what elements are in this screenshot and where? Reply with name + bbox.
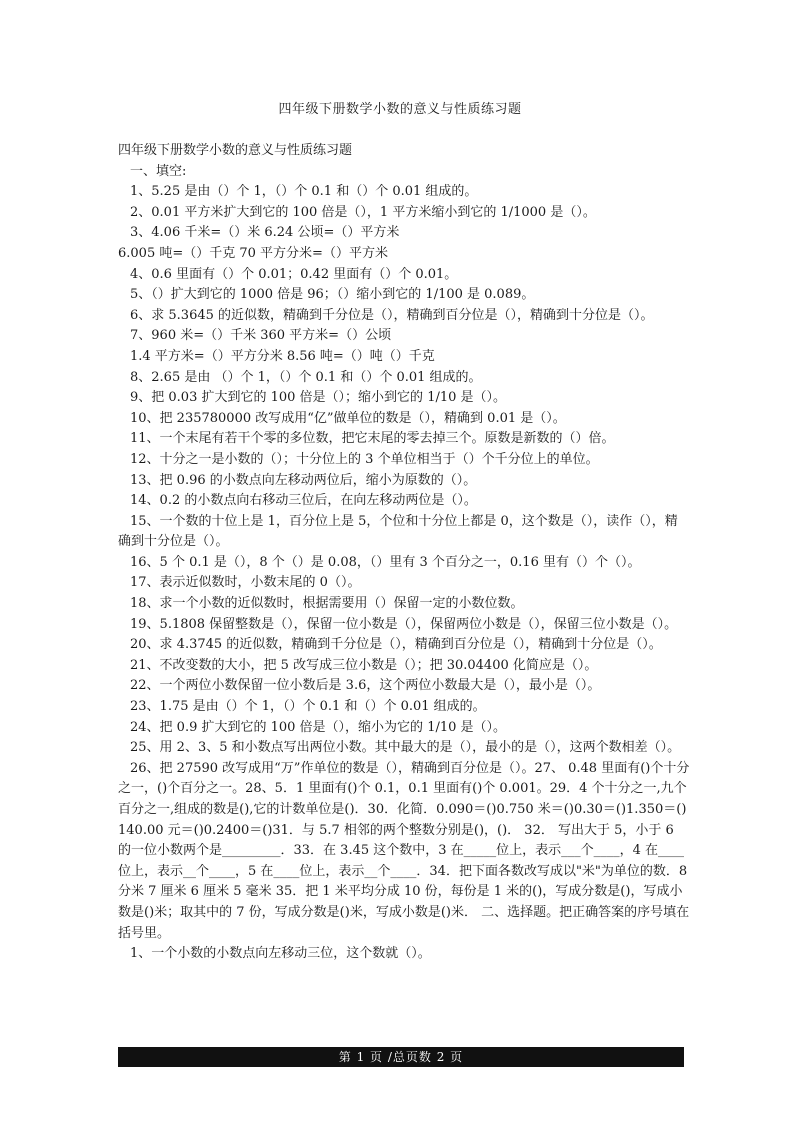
question-line: 1、5.25 是由（）个 1，（）个 0.1 和（）个 0.01 组成的。 bbox=[130, 184, 478, 200]
question-line: 15、一个数的十位上是 1，百分位上是 5，个位和十分位上都是 0，这个数是（），读作（），精确到十分位是（）。 bbox=[118, 513, 678, 550]
question-line: 8、2.65 是由 （）个 1，（）个 0.1 和（）个 0.01 组成的。 bbox=[130, 369, 482, 385]
question-line: 12、十分之一是小数的（）；十分位上的 3 个单位相当于（）个千分位上的单位。 bbox=[130, 451, 599, 467]
question-line: 24、把 0.9 扩大到它的 100 倍是（），缩小为它的 1/10 是（）。 bbox=[130, 719, 507, 735]
question-line: 22、一个两位小数保留一位小数后是 3.6，这个两位小数最大是（），最小是（）。 bbox=[130, 678, 601, 694]
question-line: 21、不改变数的大小，把 5 改写成三位小数是（）；把 30.04400 化简应是（）。 bbox=[130, 657, 598, 673]
question-line: 13、把 0.96 的小数点向左移动两位后，缩小为原数的（）。 bbox=[130, 472, 477, 488]
question-line: 1、一个小数的小数点向左移动三位，这个数就（）。 bbox=[130, 946, 431, 962]
question-line: 3、4.06 千米=（）米 6.24 公顷=（）平方米 bbox=[130, 225, 400, 241]
question-line: 17、表示近似数时，小数末尾的 0（）。 bbox=[130, 575, 361, 591]
question-line: 2、0.01 平方米扩大到它的 100 倍是（），1 平方米缩小到它的 1/1000 是（）。 bbox=[130, 204, 596, 220]
question-line: 23、1.75 是由（）个 1，（）个 0.1 和（）个 0.01 组成的。 bbox=[130, 699, 486, 715]
question-line: 9、把 0.03 扩大到它的 100 倍是（）；缩小到它的 1/10 是（）。 bbox=[130, 390, 507, 406]
question-list bbox=[118, 162, 690, 965]
question-line: 5、（）扩大到它的 1000 倍是 96；（）缩小到它的 1/100 是 0.089。 bbox=[130, 287, 535, 303]
page-header-title: 四年级下册数学小数的意义与性质练习题 bbox=[278, 102, 522, 117]
question-line: 16、5 个 0.1 是（），8 个（）是 0.08，（）里有 3 个百分之一，0.16 里有（）个（）。 bbox=[130, 554, 641, 570]
question-line: 18、求一个小数的近似数时，根据需要用（）保留一定的小数位数。 bbox=[130, 596, 524, 612]
question-line: 25、用 2、3、5 和小数点写出两位小数。其中最大的是（），最小的是（），这两个数相差（）。 bbox=[130, 740, 681, 756]
question-line: 26、把 27590 改写成用“万”作单位的数是（），精确到百分位是（）。27、 0.48 里面有()个十分之一，()个百分之一。28、5．1 里面有()个 0.1，0.1 里面有()个 0.001。29．4 个十分之一,九个百分之一,组成的数是(),它的计数单位是()．30．化简．0.090＝()0.750 米＝()0.30＝()1.350＝()140.00 元＝()0.2400＝()31．与 5.7 相邻的两个整数分别是()，()． 32． 写出大于 5，小于 6 的一位小数两个是_________．33．在 3.45 这个数中，3 在_____位上，表示___个____，4 在____位上，表示__个____，5 在____位上，表示__个____．34．把下面各数改写成以"米"为单位的数．8 分米 7 厘米 6 厘米 5 毫米 35．把 1 米平均分成 10 份，每份是 1 米的()，写成分数是()，写成小数是()米；取其中的 7 份，写成分数是()米，写成小数是()米． 二、选择题。把正确答案的序号填在括号里。 bbox=[118, 760, 690, 941]
document-title: 四年级下册数学小数的意义与性质练习题 bbox=[118, 143, 353, 158]
question-line: 4、0.6 里面有（）个 0.01；0.42 里面有（）个 0.01。 bbox=[130, 266, 458, 282]
question-line: 19、5.1808 保留整数是（），保留一位小数是（），保留两位小数是（），保留三位小数是（）。 bbox=[130, 616, 678, 632]
question-line: 一、填空: bbox=[130, 163, 187, 179]
question-line: 20、求 4.3745 的近似数，精确到千分位是（），精确到百分位是（），精确到十分位是（）。 bbox=[130, 637, 662, 653]
question-line: 11、一个末尾有若干个零的多位数，把它末尾的零去掉三个。原数是新数的（）倍。 bbox=[130, 431, 615, 447]
question-line: 14、0.2 的小数点向右移动三位后，在向左移动两位是（）。 bbox=[130, 493, 477, 509]
question-line: 10、把 235780000 改写成用“亿”做单位的数是（），精确到 0.01 是（）。 bbox=[130, 410, 566, 426]
question-line: 7、960 米=（）千米 360 平方米=（）公顷 bbox=[130, 328, 392, 344]
question-line: 6.005 吨=（）千克 70 平方分米=（）平方米 bbox=[118, 245, 388, 261]
page-footer: 第 1 页 /总页数 2 页 bbox=[118, 1047, 684, 1067]
question-line: 1.4 平方米=（）平方分米 8.56 吨=（）吨（）千克 bbox=[130, 348, 435, 364]
question-line: 6、求 5.3645 的近似数，精确到千分位是（），精确到百分位是（），精确到十分位是（）。 bbox=[130, 307, 654, 323]
document-body bbox=[118, 141, 690, 965]
